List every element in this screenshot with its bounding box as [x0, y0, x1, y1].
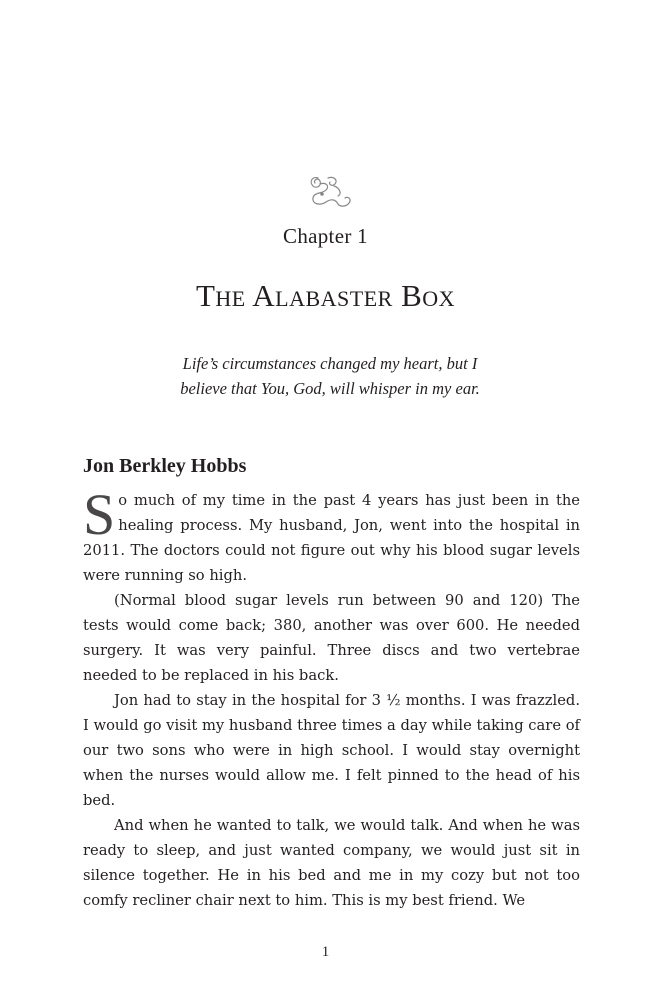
page-number: 1	[321, 944, 330, 960]
chapter-body	[83, 482, 580, 913]
flourish-ornament-icon	[304, 172, 356, 210]
paragraph: (Normal blood sugar levels run between 90 and 120) The tests would come back; 380, another was over 600. He needed surgery. It was very painful. Three discs and two vertebrae needed to be replaced in his back.	[83, 592, 580, 684]
paragraph	[83, 482, 580, 588]
paragraph: Jon had to stay in the hospital for 3 ½ months. I was frazzled. I would go visit my husband three times a day while taking care of our two sons who were in high school. I would stay overnight when the nurses would allow me. I felt pinned to the head of his bed.	[83, 692, 580, 809]
epigraph-line: Life’s circumstances changed my heart, but I	[182, 354, 478, 373]
drop-cap: S	[83, 482, 116, 547]
chapter-title: The Alabaster Box	[195, 278, 456, 313]
epigraph-line: believe that You, God, will whisper in my ear.	[180, 379, 480, 398]
epigraph	[150, 351, 510, 401]
paragraph: And when he wanted to talk, we would talk. And when he was ready to sleep, and just wanted company, we would just sit in silence together. He in his bed and me in my cozy but not too comfy recliner chair next to him. This is my best friend. We	[83, 817, 580, 909]
paragraph-text: o much of my time in the past 4 years has just been in the healing process. My husband, Jon, went into the hospital in 2011. The doctors could not figure out why his blood sugar levels were running so high.	[83, 492, 580, 584]
chapter-label: Chapter 1	[283, 224, 368, 248]
author-name: Jon Berkley Hobbs	[83, 455, 247, 477]
